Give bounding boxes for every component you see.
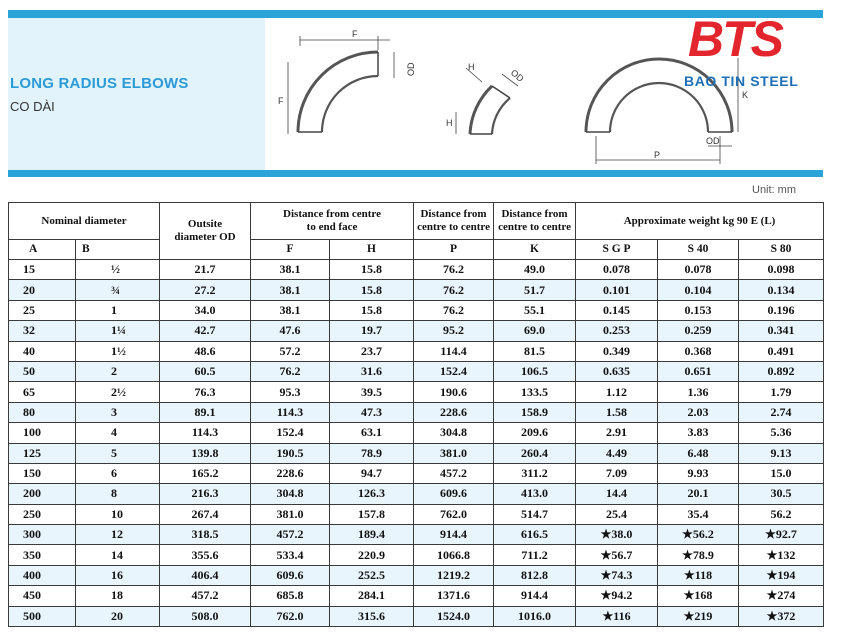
cell-a: 350: [9, 545, 76, 565]
cell-f: 685.8: [251, 586, 330, 606]
cell-s40: 0.651: [658, 361, 739, 381]
table-row: [9, 525, 824, 545]
table-row: [9, 443, 824, 463]
label-od-180: OD: [706, 136, 720, 146]
cell-s40: 3.83: [658, 423, 739, 443]
cell-a: 15: [9, 260, 76, 280]
header-arrow: [190, 18, 265, 170]
cell-h: 31.6: [330, 361, 414, 381]
cell-sgp: 0.635: [576, 361, 658, 381]
cell-p: 76.2: [414, 260, 494, 280]
cell-sgp: ★116: [576, 606, 658, 626]
cell-s80: 0.341: [739, 321, 824, 341]
cell-b: 20: [76, 606, 160, 626]
cell-k: 711.2: [494, 545, 576, 565]
cell-h: 284.1: [330, 586, 414, 606]
cell-a: 150: [9, 463, 76, 483]
cell-k: 260.4: [494, 443, 576, 463]
cell-od: 42.7: [160, 321, 251, 341]
cell-od: 457.2: [160, 586, 251, 606]
header-distance: [251, 203, 414, 240]
cell-p: 381.0: [414, 443, 494, 463]
cell-k: 413.0: [494, 484, 576, 504]
cell-k: 55.1: [494, 300, 576, 320]
cell-f: 38.1: [251, 260, 330, 280]
table-row: [9, 423, 824, 443]
cell-k: 311.2: [494, 463, 576, 483]
header-b: B: [76, 240, 160, 260]
cell-sgp: 0.349: [576, 341, 658, 361]
cell-b: 3: [76, 402, 160, 422]
cell-sgp: 4.49: [576, 443, 658, 463]
cell-p: 76.2: [414, 300, 494, 320]
cell-p: 76.2: [414, 280, 494, 300]
cell-a: 32: [9, 321, 76, 341]
cell-od: 76.3: [160, 382, 251, 402]
cell-s80: ★132: [739, 545, 824, 565]
cell-p: 762.0: [414, 504, 494, 524]
cell-od: 34.0: [160, 300, 251, 320]
table-body: [9, 260, 824, 627]
label-p: P: [654, 150, 661, 160]
cell-s80: 1.79: [739, 382, 824, 402]
header-s80: S 80: [739, 240, 824, 260]
cell-od: 318.5: [160, 525, 251, 545]
table-row: [9, 300, 824, 320]
cell-a: 25: [9, 300, 76, 320]
header-distance-line1: Distance from centre: [283, 208, 381, 220]
cell-p: 152.4: [414, 361, 494, 381]
header-od: [160, 203, 251, 260]
cell-h: 220.9: [330, 545, 414, 565]
cell-f: 304.8: [251, 484, 330, 504]
cell-k: 1016.0: [494, 606, 576, 626]
header-od-line1: Outsite: [187, 218, 223, 230]
elbow-dimensions-table: [8, 202, 824, 627]
cell-h: 126.3: [330, 484, 414, 504]
cell-b: 1½: [76, 341, 160, 361]
header-a: A: [9, 240, 76, 260]
cell-k: 514.7: [494, 504, 576, 524]
table-row: [9, 504, 824, 524]
page-title: LONG RADIUS ELBOWS: [10, 75, 189, 92]
table-row: [9, 565, 824, 585]
header-k: K: [494, 240, 576, 260]
cell-f: 533.4: [251, 545, 330, 565]
cell-s80: ★274: [739, 586, 824, 606]
cell-sgp: 1.58: [576, 402, 658, 422]
cell-od: 267.4: [160, 504, 251, 524]
cell-s40: ★78.9: [658, 545, 739, 565]
cell-s40: 0.078: [658, 260, 739, 280]
cell-h: 19.7: [330, 321, 414, 341]
cell-od: 355.6: [160, 545, 251, 565]
cell-od: 508.0: [160, 606, 251, 626]
cell-h: 15.8: [330, 260, 414, 280]
cell-sgp: 0.253: [576, 321, 658, 341]
cell-s80: 0.134: [739, 280, 824, 300]
cell-a: 125: [9, 443, 76, 463]
label-od-90: OD: [406, 62, 416, 76]
cell-b: 5: [76, 443, 160, 463]
table-row: [9, 321, 824, 341]
cell-k: 158.9: [494, 402, 576, 422]
cell-h: 63.1: [330, 423, 414, 443]
cell-s80: 5.36: [739, 423, 824, 443]
cell-k: 209.6: [494, 423, 576, 443]
cell-f: 38.1: [251, 280, 330, 300]
cell-sgp: 0.078: [576, 260, 658, 280]
cell-a: 40: [9, 341, 76, 361]
cell-k: 914.4: [494, 586, 576, 606]
cell-s40: 0.153: [658, 300, 739, 320]
cell-sgp: ★56.7: [576, 545, 658, 565]
cell-f: 38.1: [251, 300, 330, 320]
cell-p: 914.4: [414, 525, 494, 545]
cell-p: 228.6: [414, 402, 494, 422]
cell-p: 1371.6: [414, 586, 494, 606]
cell-k: 106.5: [494, 361, 576, 381]
cell-sgp: ★74.3: [576, 565, 658, 585]
cell-b: 1: [76, 300, 160, 320]
cell-k: 616.5: [494, 525, 576, 545]
cell-h: 15.8: [330, 280, 414, 300]
cell-od: 60.5: [160, 361, 251, 381]
elbow-45-diagram: [446, 62, 526, 134]
label-h-top: H: [468, 62, 475, 72]
cell-s80: ★372: [739, 606, 824, 626]
cell-s80: ★92.7: [739, 525, 824, 545]
cell-b: 4: [76, 423, 160, 443]
cell-s40: 20.1: [658, 484, 739, 504]
cell-s80: 15.0: [739, 463, 824, 483]
cell-od: 406.4: [160, 565, 251, 585]
cell-f: 762.0: [251, 606, 330, 626]
cell-h: 157.8: [330, 504, 414, 524]
cell-b: 1¼: [76, 321, 160, 341]
table-row: [9, 606, 824, 626]
table-row: [9, 545, 824, 565]
cell-od: 48.6: [160, 341, 251, 361]
cell-a: 200: [9, 484, 76, 504]
cell-sgp: 7.09: [576, 463, 658, 483]
cell-a: 20: [9, 280, 76, 300]
table-row: [9, 361, 824, 381]
cell-h: 39.5: [330, 382, 414, 402]
cell-b: 6: [76, 463, 160, 483]
cell-p: 190.6: [414, 382, 494, 402]
cell-s40: 6.48: [658, 443, 739, 463]
cell-s80: 2.74: [739, 402, 824, 422]
cell-s40: ★219: [658, 606, 739, 626]
cell-f: 457.2: [251, 525, 330, 545]
cell-h: 15.8: [330, 300, 414, 320]
cell-p: 304.8: [414, 423, 494, 443]
elbow-90-diagram: [278, 29, 416, 134]
cell-h: 189.4: [330, 525, 414, 545]
company-name: BAO TIN STEEL: [684, 73, 799, 89]
cell-f: 381.0: [251, 504, 330, 524]
cell-sgp: 2.91: [576, 423, 658, 443]
cell-s40: ★168: [658, 586, 739, 606]
cell-f: 114.3: [251, 402, 330, 422]
cell-b: 18: [76, 586, 160, 606]
header-k-line1: Distance from: [501, 208, 568, 220]
cell-p: 457.2: [414, 463, 494, 483]
header-p-line1: Distance from: [420, 208, 487, 220]
cell-h: 23.7: [330, 341, 414, 361]
cell-h: 315.6: [330, 606, 414, 626]
cell-s40: 0.104: [658, 280, 739, 300]
cell-k: 51.7: [494, 280, 576, 300]
cell-k: 69.0: [494, 321, 576, 341]
cell-sgp: ★38.0: [576, 525, 658, 545]
cell-s40: 0.259: [658, 321, 739, 341]
cell-f: 57.2: [251, 341, 330, 361]
cell-a: 80: [9, 402, 76, 422]
label-f-side: F: [278, 96, 284, 106]
cell-p: 609.6: [414, 484, 494, 504]
cell-p: 1524.0: [414, 606, 494, 626]
cell-p: 95.2: [414, 321, 494, 341]
cell-s80: 30.5: [739, 484, 824, 504]
cell-s40: 35.4: [658, 504, 739, 524]
header-od-line2: diameter OD: [174, 231, 236, 243]
header-f: F: [251, 240, 330, 260]
cell-s80: 0.098: [739, 260, 824, 280]
label-k: K: [742, 90, 749, 100]
cell-b: 10: [76, 504, 160, 524]
cell-b: 16: [76, 565, 160, 585]
header-p: P: [414, 240, 494, 260]
header-h: H: [330, 240, 414, 260]
cell-h: 78.9: [330, 443, 414, 463]
cell-a: 250: [9, 504, 76, 524]
cell-od: 139.8: [160, 443, 251, 463]
cell-s80: 9.13: [739, 443, 824, 463]
header-k-distance: [494, 203, 576, 240]
header-p-line2: centre to centre: [417, 221, 490, 233]
cell-f: 609.6: [251, 565, 330, 585]
cell-a: 300: [9, 525, 76, 545]
cell-od: 89.1: [160, 402, 251, 422]
cell-b: 2½: [76, 382, 160, 402]
cell-s40: 2.03: [658, 402, 739, 422]
cell-b: 12: [76, 525, 160, 545]
cell-s80: 56.2: [739, 504, 824, 524]
header-s40: S 40: [658, 240, 739, 260]
cell-s40: ★56.2: [658, 525, 739, 545]
cell-h: 252.5: [330, 565, 414, 585]
cell-a: 450: [9, 586, 76, 606]
label-od-45: OD: [508, 67, 526, 84]
cell-f: 95.3: [251, 382, 330, 402]
table-row: [9, 341, 824, 361]
cell-b: 2: [76, 361, 160, 381]
cell-sgp: 25.4: [576, 504, 658, 524]
table-row: [9, 382, 824, 402]
table-row: [9, 463, 824, 483]
header-sgp: S G P: [576, 240, 658, 260]
cell-sgp: 0.101: [576, 280, 658, 300]
cell-b: ½: [76, 260, 160, 280]
cell-b: 8: [76, 484, 160, 504]
page-subtitle: CO DÀI: [10, 99, 55, 114]
cell-s80: 0.892: [739, 361, 824, 381]
cell-s80: ★194: [739, 565, 824, 585]
cell-sgp: 0.145: [576, 300, 658, 320]
bts-logo: BTS: [688, 11, 782, 67]
cell-s80: 0.491: [739, 341, 824, 361]
cell-h: 94.7: [330, 463, 414, 483]
cell-od: 21.7: [160, 260, 251, 280]
bottom-accent-bar: [8, 170, 823, 177]
cell-sgp: 14.4: [576, 484, 658, 504]
header-k-line2: centre to centre: [498, 221, 571, 233]
unit-label: Unit: mm: [752, 184, 796, 196]
cell-od: 27.2: [160, 280, 251, 300]
cell-a: 65: [9, 382, 76, 402]
cell-sgp: ★94.2: [576, 586, 658, 606]
cell-a: 100: [9, 423, 76, 443]
cell-k: 49.0: [494, 260, 576, 280]
cell-b: ¾: [76, 280, 160, 300]
table-row: [9, 484, 824, 504]
header-weight: Approximate weight kg 90 E (L): [576, 203, 824, 240]
cell-f: 76.2: [251, 361, 330, 381]
cell-f: 47.6: [251, 321, 330, 341]
cell-sgp: 1.12: [576, 382, 658, 402]
cell-f: 152.4: [251, 423, 330, 443]
cell-a: 500: [9, 606, 76, 626]
cell-p: 114.4: [414, 341, 494, 361]
cell-k: 81.5: [494, 341, 576, 361]
header-distance-line2: to end face: [306, 221, 358, 233]
table-row: [9, 586, 824, 606]
cell-f: 228.6: [251, 463, 330, 483]
cell-od: 114.3: [160, 423, 251, 443]
cell-od: 165.2: [160, 463, 251, 483]
table-row: [9, 402, 824, 422]
cell-s40: 9.93: [658, 463, 739, 483]
cell-k: 812.8: [494, 565, 576, 585]
cell-k: 133.5: [494, 382, 576, 402]
cell-od: 216.3: [160, 484, 251, 504]
table-row: [9, 260, 824, 280]
label-f-top: F: [352, 29, 358, 39]
cell-s80: 0.196: [739, 300, 824, 320]
cell-b: 14: [76, 545, 160, 565]
label-h-side: H: [446, 118, 453, 128]
cell-h: 47.3: [330, 402, 414, 422]
cell-s40: 1.36: [658, 382, 739, 402]
cell-s40: 0.368: [658, 341, 739, 361]
header-nominal: Nominal diameter: [9, 203, 160, 240]
cell-p: 1219.2: [414, 565, 494, 585]
cell-a: 50: [9, 361, 76, 381]
table-row: [9, 280, 824, 300]
cell-s40: ★118: [658, 565, 739, 585]
cell-f: 190.5: [251, 443, 330, 463]
cell-a: 400: [9, 565, 76, 585]
cell-p: 1066.8: [414, 545, 494, 565]
header-p-distance: [414, 203, 494, 240]
